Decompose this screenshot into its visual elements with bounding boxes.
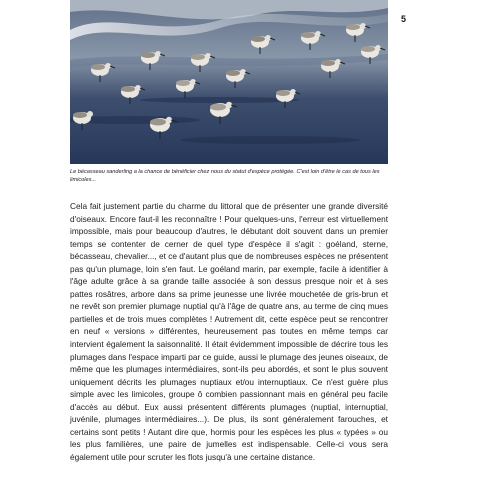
page-number: 5 (401, 14, 407, 24)
body-paragraph: Cela fait justement partie du charme du littoral que de présenter une grande diversité d'oiseaux. Encore faut-il les reconnaître ! Pour quelques-uns, l'erreur est virtuellement impossible, mais pour beaucoup d'autres, le débutant doit souvent dans un premier temps se contenter de cerner de quel type d'espèce il s'agit : goéland, sterne, bécasseau, chevalier..., et ce d'autant plus que de nombreuses espèces ne présentent pas qu'un plumage, loin s'en faut. Le goéland marin, par exemple, facile à identifier à l'âge adulte grâce à sa grande taille associée à son dessus presque noir et à ses pattes rosâtres, arbore dans sa prime jeunesse une livrée mouchetée de gris-brun et ne revêt son premier plumage nuptial qu'à l'âge de quatre ans, au terme de cinq mues partielles et de trois mues complètes ! Autrement dit, cette espèce peut se rencontrer en neuf « versions » différentes, heureusement pas toutes en même temps car intervient également la saisonnalité. Il était évidemment impossible de décrire tous les plumages dans l'espace imparti par ce guide, aussi le plumage des jeunes oiseaux, de même que les plumages intermédiaires, sont-ils peu abordés, et sont le plus souvent uniquement décrits les plumages nuptiaux et/ou internuptiaux. Ce n'est guère plus simple avec les limicoles, groupe ô combien passionnant mais en général peu facile d'accès au début. Eux aussi présentent différents plumages (nuptial, internuptial, juvénile, plumages intermédiaires...). De plus, ils sont généralement farouches, et certains sont petits ! Autant dire que, hormis pour les espèces les plus « typées » ou les plus familières, une paire de jumelles est indispensable. Celle-ci vous sera également utile pour scruter les flots jusqu'à une certaine distance. (70, 201, 388, 462)
sanderlings-photo (70, 0, 388, 164)
photo-caption: Le bécasseau sanderling a la chance de bénéficier chez nous du statut d'espèce protégée. C'est loin d'être le cas de tous les limicoles... (70, 169, 380, 183)
